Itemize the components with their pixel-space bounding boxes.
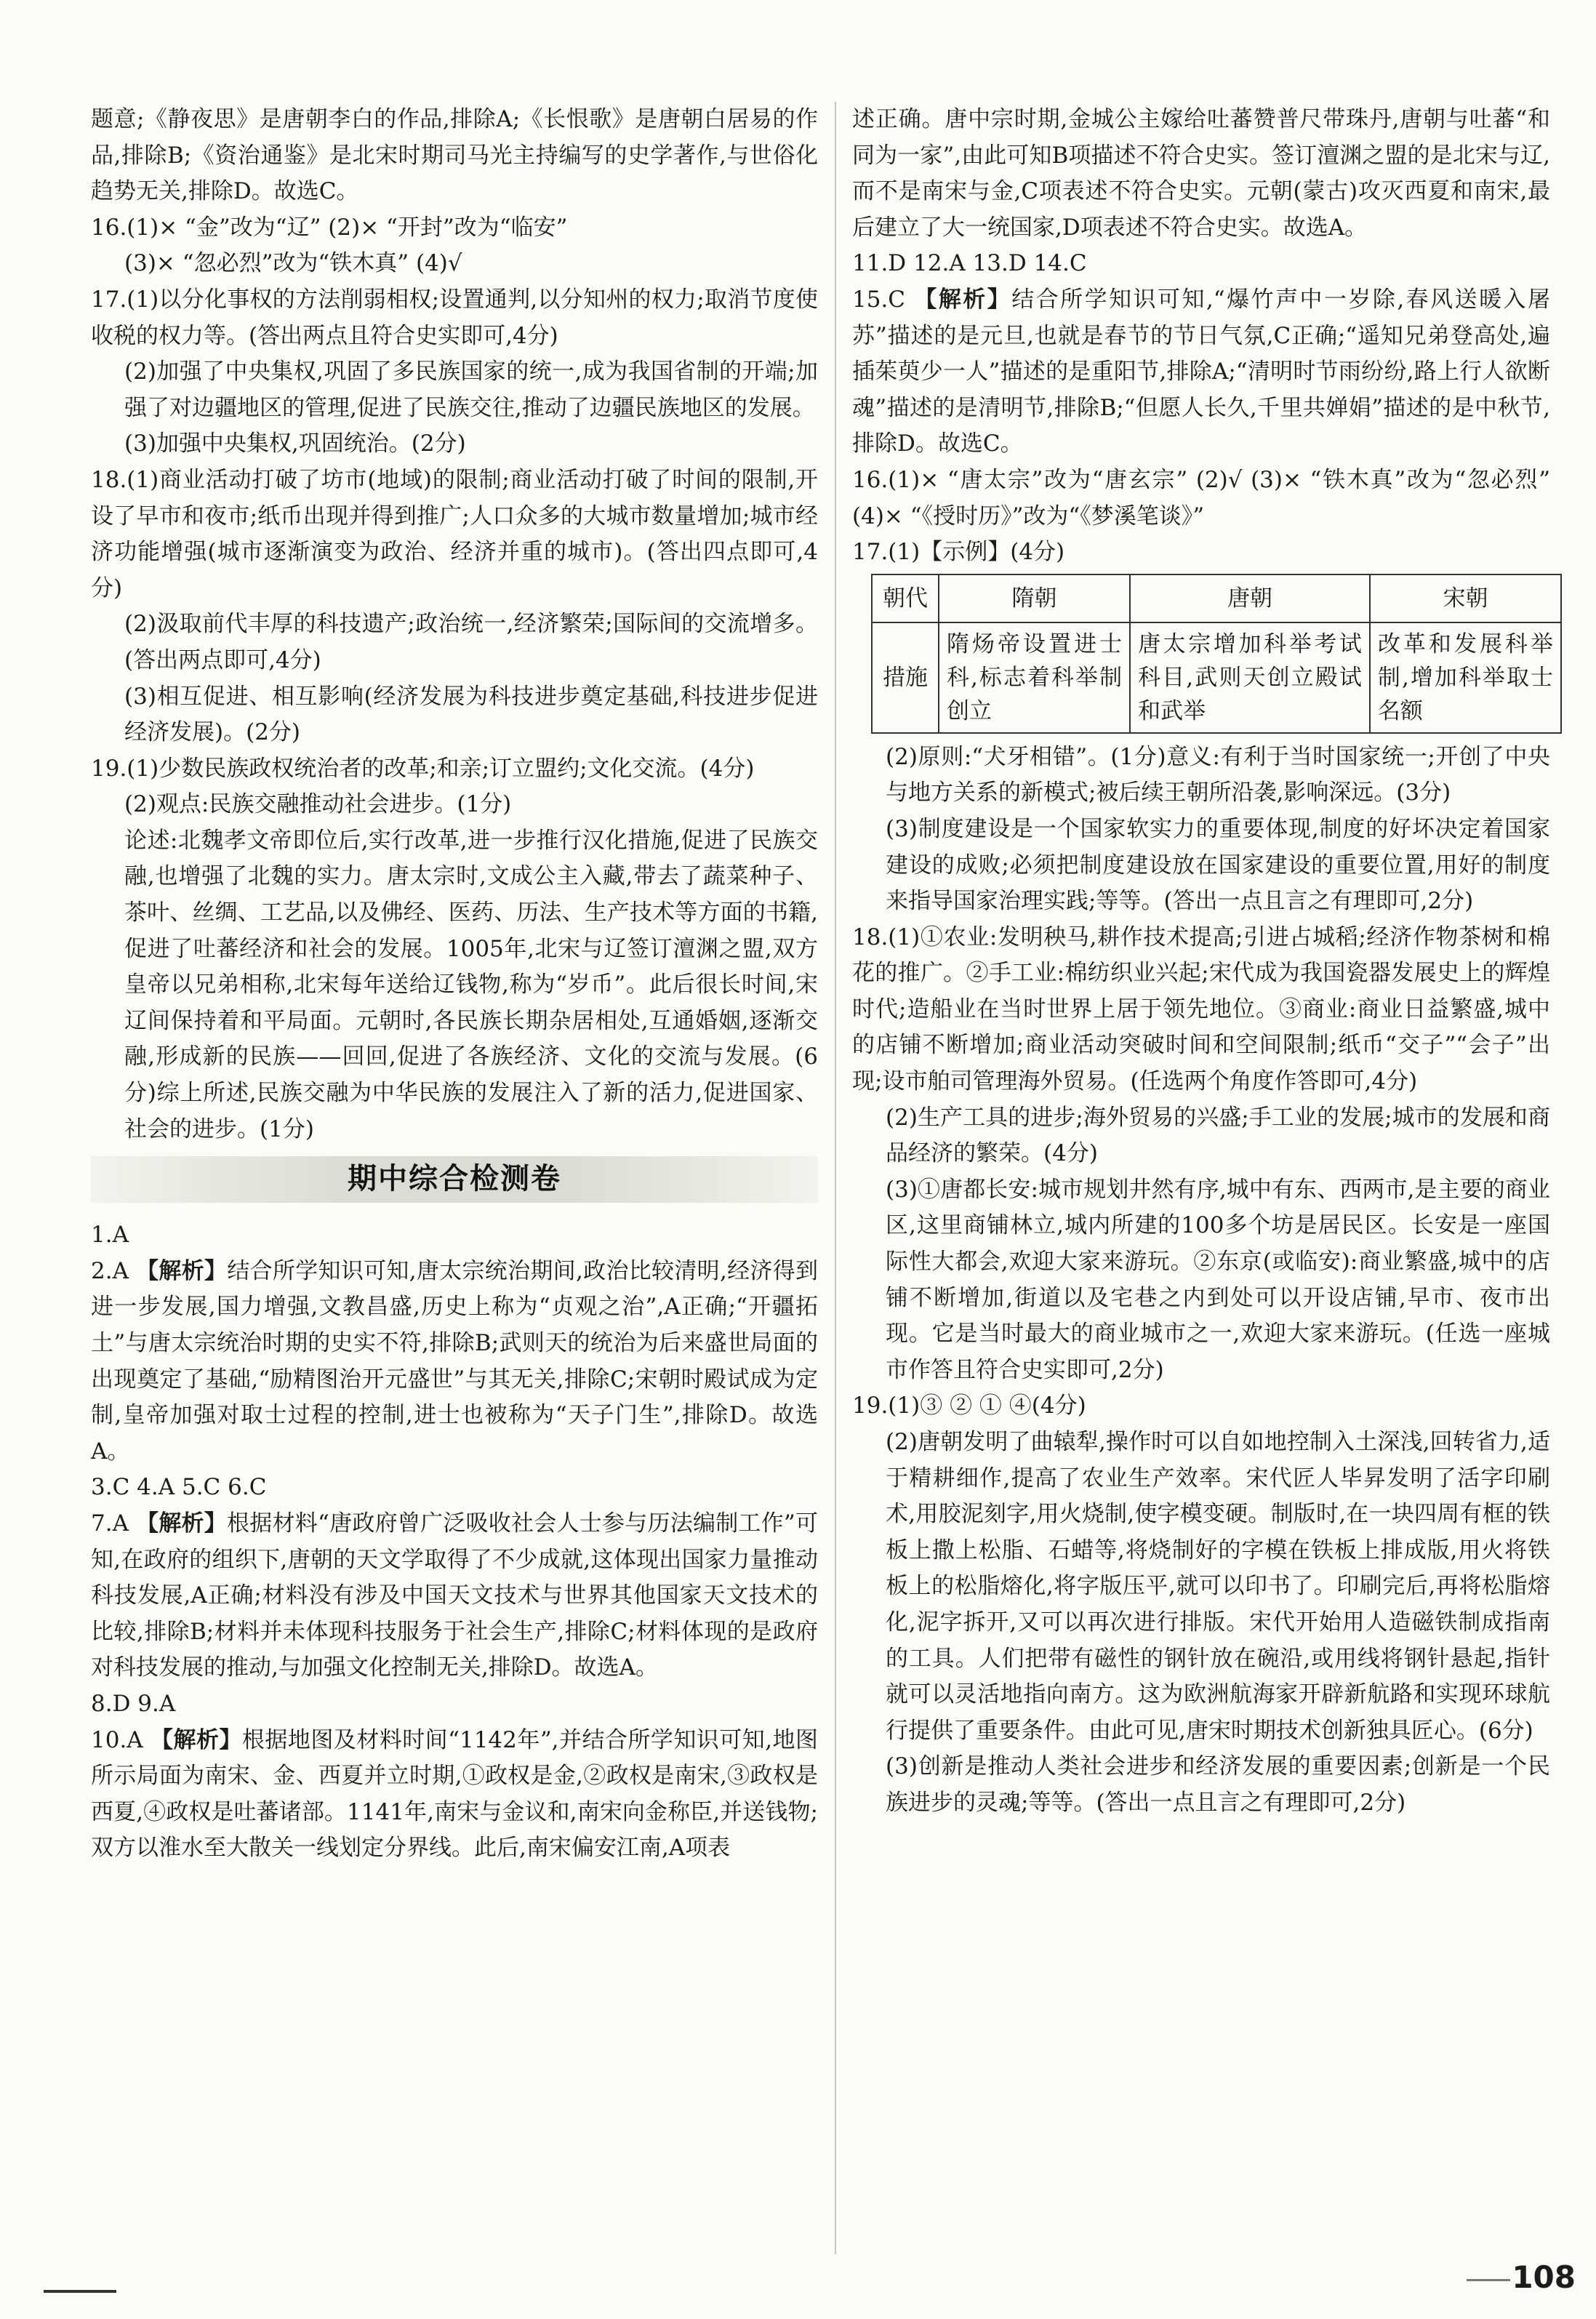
answer-15-key: 15.C xyxy=(852,286,906,313)
answer-2-analysis: 结合所学知识可知,唐太宗统治期间,政治比较清明,经济得到进一步发展,国力增强,文教昌盛,历史上称为“贞观之治”,A正确;“开疆拓土”与唐太宗统治时期的史实不符,排除B;武则天的统治为后来盛世局面的出现奠定了基础,“励精图治开元盛世”与其无关,排除C;宋朝时殿试成为定制,皇帝加强对取士过程的控制,进士也被称为“天子门生”,排除D。故选A。 xyxy=(91,1257,818,1465)
answer-17-2: (2)加强了中央集权,巩固了多民族国家的统一,成为我国省制的开端;加强了对边疆地区的管理,促进了民族交往,推动了边疆民族地区的发展。 xyxy=(124,359,818,421)
table-cell: 改革和发展科举制,增加科举取士名额 xyxy=(1370,622,1561,733)
answer-19-2: (2)观点:民族交融推动社会进步。(1分) xyxy=(124,791,512,818)
answer-18-3: (3)①唐都长安:城市规划井然有序,城中有东、西两市,是主要的商业区,这里商铺林立,城内所建的100多个坊是居民区。长安是一座国际性大都会,欢迎大家来游玩。②东京(或临安):商业繁盛,城中的店铺不断增加,街道以及宅巷之内到处可以开设店铺,早市、夜市出现。它是当时最大的商业城市之一,欢迎大家来游玩。(任选一座城市作答且符合史实即可,2分) xyxy=(886,1176,1550,1383)
footer-rule xyxy=(44,2290,116,2293)
answer-16: 16.(1)× “唐太宗”改为“唐玄宗” (2)√ (3)× “铁木真”改为“忽必烈” (4)× “《授时历》”改为“《梦溪笔谈》” xyxy=(852,466,1550,529)
answer-7-analysis: 根据材料“唐政府曾广泛吸收社会人士参与历法编制工作”可知,在政府的组织下,唐朝的天文学取得了不少成就,这体现出国家力量推动科技发展,A正确;材料没有涉及中国天文技术与世界其他国家天文技术的比较,排除B;材料并未体现科技服务于社会生产,排除C;材料体现的是政府对科技发展的推动,与加强文化控制无关,排除D。故选A。 xyxy=(91,1510,819,1681)
answer-15-analysis: 结合所学知识可知,“爆竹声中一岁除,春风送暖入屠苏”描述的是元旦,也就是春节的节日气氛,C正确;“遥知兄弟登高处,遍插茱萸少一人”描述的是重阳节,排除A;“清明时节雨纷纷,路上行人欲断魂”描述的是清明节,排除B;“但愿人长久,千里共婵娟”描述的是中秋节,排除D。故选C。 xyxy=(852,286,1550,457)
table-cell: 唐太宗增加科举考试科目,武则天创立殿试和武举 xyxy=(1130,622,1370,733)
analysis-tag: 【解析】 xyxy=(151,1726,242,1753)
answer-17-1 xyxy=(852,534,1550,571)
answer-18-2: (2)汲取前代丰厚的科技遗产;政治统一,经济繁荣;国际间的交流增多。(答出两点即可,4分) xyxy=(124,611,818,673)
table-header-cell: 唐朝 xyxy=(1130,574,1370,622)
answer-8-9: 8.D 9.A xyxy=(91,1690,176,1717)
answer-17-3: (3)制度建设是一个国家软实力的重要体现,制度的好坏决定着国家建设的成败;必须把制度建设放在国家建设的重要位置,用好的制度来指导国家治理实践;等等。(答出一点且言之有理即可,2分) xyxy=(886,815,1550,915)
answer-17-label: 17.(1) xyxy=(852,539,921,566)
section-title-band xyxy=(91,1156,818,1203)
answer-15 xyxy=(852,282,1550,462)
answer-10-cont: 述正确。唐中宗时期,金城公主嫁给吐蕃赞普尺带珠丹,唐朝与吐蕃“和同为一家”,由此可知B项描述不符合史实。签订澶渊之盟的是北宋与辽,而不是南宋与金,C项表述不符合史实。元朝(蒙古)攻灭西夏和南宋,最后建立了大一统国家,D项表述不符合史实。故选A。 xyxy=(852,106,1550,241)
section-title: 期中综合检测卷 xyxy=(348,1162,561,1196)
table-header-row xyxy=(872,574,1561,622)
table-row xyxy=(872,622,1561,733)
answer-19-3: (3)创新是推动人类社会进步和经济发展的重要因素;创新是一个民族进步的灵魂;等等。(答出一点且言之有理即可,2分) xyxy=(886,1753,1550,1816)
answer-17-3: (3)加强中央集权,巩固统治。(2分) xyxy=(124,430,466,457)
example-tag: 【示例】(4分) xyxy=(920,539,1065,566)
answer-16: 16.(1)× “金”改为“辽” (2)× “开封”改为“临安” xyxy=(91,214,568,241)
answer-3-6: 3.C 4.A 5.C 6.C xyxy=(91,1474,267,1501)
dynasty-table xyxy=(871,574,1562,734)
answer-19-2: (2)唐朝发明了曲辕犁,操作时可以自如地控制入土深浅,回转省力,适于精耕细作,提高了农业生产效率。宋代匠人毕昇发明了活字印刷术,用胶泥刻字,用火烧制,使字模变硬。制版时,在一块四周有框的铁板上撒上松脂、石蜡等,将烧制好的字模在铁板上排成版,用火将铁板上的松脂熔化,将字版压平,就可以印书了。印刷完后,再将松脂熔化,泥字拆开,又可以再次进行排版。宋代开始用人造磁铁制成指南的工具。人们把带有磁性的钢针放在碗沿,或用线将钢针悬起,指针就可以灵活地指向南方。这为欧洲航海家开辟新航路和实现环球航行提供了重要条件。由此可见,唐宋时期技术创新独具匠心。(6分) xyxy=(886,1429,1550,1744)
right-column xyxy=(852,102,1553,1822)
answer-18-2: (2)生产工具的进步;海外贸易的兴盛;手工业的发展;城市的发展和商品经济的繁荣。(4分) xyxy=(886,1104,1550,1167)
analysis-tag: 【解析】 xyxy=(136,1510,228,1537)
answer-10-analysis: 根据地图及材料时间“1142年”,并结合所学知识可知,地图所示局面为南宋、金、西夏并立时期,①政权是金,②政权是南宋,③政权是西夏,④政权是吐蕃诸部。1141年,南宋与金议和,南宋向金称臣,并送钱物;双方以淮水至大散关一线划定分界线。此后,南宋偏安江南,A项表 xyxy=(91,1726,819,1862)
answer-11-14: 11.D 12.A 13.D 14.C xyxy=(852,250,1087,277)
answer-17-2: (2)原则:“犬牙相错”。(1分)意义:有利于当时国家统一;开创了中央与地方关系的新模式;被后续王朝所沿袭,影响深远。(3分) xyxy=(886,743,1550,806)
answer-2 xyxy=(91,1254,818,1470)
left-column xyxy=(91,102,818,1867)
answer-17-1: 17.(1)以分化事权的方法削弱相权;设置通判,以分知州的权力;取消节度使收税的权力等。(答出两点且符合史实即可,4分) xyxy=(91,286,818,349)
answer-19-1: 19.(1)③ ② ① ④(4分) xyxy=(852,1393,1086,1419)
answer-18-3: (3)相互促进、相互影响(经济发展为科技进步奠定基础,科技进步促进经济发展)。(2分) xyxy=(124,683,818,746)
analysis-tag: 【解析】 xyxy=(914,286,1012,313)
answer-10-key: 10.A xyxy=(91,1726,143,1753)
answer-18-1: 18.(1)商业活动打破了坊市(地域)的限制;商业活动打破了时间的限制,开设了早市和夜市;纸币出现并得到推广;人口众多的大城市数量增加;城市经济功能增强(城市逐渐演变为政治、经济并重的城市)。(答出四点即可,4分) xyxy=(91,466,818,601)
answer-paragraph: 题意;《静夜思》是唐朝李白的作品,排除A;《长恨歌》是唐朝白居易的作品,排除B;《资治通鉴》是北宋时期司马光主持编写的史学著作,与世俗化趋势无关,排除D。故选C。 xyxy=(91,106,818,205)
answer-19-essay: 论述:北魏孝文帝即位后,实行改革,进一步推行汉化措施,促进了民族交融,也增强了北魏的实力。唐太宗时,文成公主入藏,带去了蔬菜种子、茶叶、丝绸、工艺品,以及佛经、医药、历法、生产技术等方面的书籍,促进了吐蕃经济和社会的发展。1005年,北宋与辽签订澶渊之盟,双方皇帝以兄弟相称,北宋每年送给辽钱物,称为“岁币”。此后很长时间,宋辽间保持着和平局面。元朝时,各民族长期杂居相处,互通婚姻,逐渐交融,形成新的民族——回回,促进了各族经济、文化的交流与发展。(6分)综上所述,民族交融为中华民族的发展注入了新的活力,促进国家、社会的进步。(1分) xyxy=(124,827,818,1142)
table-header-cell: 宋朝 xyxy=(1370,574,1561,622)
answer-10 xyxy=(91,1723,818,1867)
page-number: 108 xyxy=(1512,2259,1576,2296)
column-divider xyxy=(835,102,836,2254)
table-header-cell: 朝代 xyxy=(872,574,939,622)
analysis-tag: 【解析】 xyxy=(136,1257,228,1284)
answer-1: 1.A xyxy=(91,1222,129,1249)
page-number-dash xyxy=(1467,2279,1510,2281)
answer-2-key: 2.A xyxy=(91,1257,129,1284)
answer-16-cont: (3)× “忽必烈”改为“铁木真” (4)√ xyxy=(124,250,462,277)
answer-7-key: 7.A xyxy=(91,1510,129,1537)
table-cell: 隋炀帝设置进士科,标志着科举制创立 xyxy=(939,622,1130,733)
answer-19-1: 19.(1)少数民族政权统治者的改革;和亲;订立盟约;文化交流。(4分) xyxy=(91,755,755,782)
table-row-label: 措施 xyxy=(872,622,939,733)
table-header-cell: 隋朝 xyxy=(939,574,1130,622)
answer-18-1: 18.(1)①农业:发明秧马,耕作技术提高;引进占城稻;经济作物茶树和棉花的推广。②手工业:棉纺织业兴起;宋代成为我国瓷器发展史上的辉煌时代;造船业在当时世界上居于领先地位。③商业:商业日益繁盛,城中的店铺不断增加;商业活动突破时间和空间限制;纸币“交子”“会子”出现;设市舶司管理海外贸易。(任选两个角度作答即可,4分) xyxy=(852,924,1550,1095)
answer-7 xyxy=(91,1506,818,1686)
